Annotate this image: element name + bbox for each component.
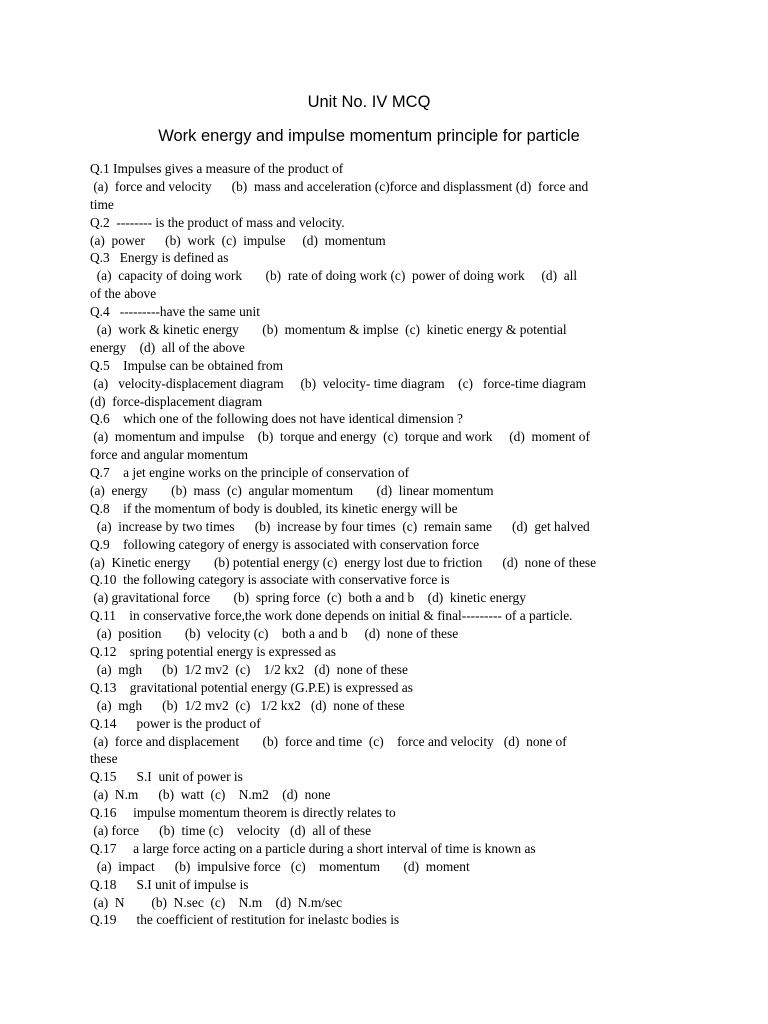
text-line: Q.16 impulse momentum theorem is directly relates to: [90, 805, 396, 821]
text-line: (a) force (b) time (c) velocity (d) all of these: [90, 822, 372, 838]
text-line: Q.9 following category of energy is associated with conservation force: [90, 536, 480, 552]
text-line: (a) work & kinetic energy (b) momentum & implse (c) kinetic energy & potential: [90, 322, 567, 338]
text-line: Q.8 if the momentum of body is doubled, its kinetic energy will be: [90, 500, 458, 516]
text-line: (a) N.m (b) watt (c) N.m2 (d) none: [90, 787, 331, 803]
text-line: (a) N (b) N.sec (c) N.m (d) N.m/sec: [90, 894, 343, 910]
text-line: Q.15 S.I unit of power is: [90, 769, 243, 785]
text-line: (d) force-displacement diagram: [90, 393, 263, 409]
text-line: Q.19 the coefficient of restitution for inelastc bodies is: [90, 912, 400, 928]
text-line: (a) velocity-displacement diagram (b) velocity- time diagram (c) force-time diagram: [90, 375, 586, 391]
text-line: (a) Kinetic energy (b) potential energy (c) energy lost due to friction (d) none of these: [90, 554, 597, 570]
text-line: Q.17 a large force acting on a particle during a short interval of time is known as: [90, 840, 536, 856]
text-line: Q.4 ---------have the same unit: [90, 304, 260, 320]
document-subtitle: Work energy and impulse momentum principle for particle: [158, 127, 580, 145]
text-line: Q.14 power is the product of: [90, 715, 261, 731]
text-line: (a) power (b) work (c) impulse (d) momentum: [90, 232, 386, 248]
text-line: Q.3 Energy is defined as: [90, 250, 229, 266]
text-line: (a) mgh (b) 1/2 mv2 (c) 1/2 kx2 (d) none of these: [90, 661, 408, 677]
text-line: Q.5 Impulse can be obtained from: [90, 357, 283, 373]
text-line: (a) force and displacement (b) force and time (c) force and velocity (d) none of: [90, 733, 567, 749]
text-line: (a) increase by two times (b) increase by four times (c) remain same (d) get halved: [90, 518, 590, 534]
text-line: Q.12 spring potential energy is expressed as: [90, 644, 336, 660]
text-line: Q.7 a jet engine works on the principle of conservation of: [90, 465, 410, 481]
text-line: (a) capacity of doing work (b) rate of doing work (c) power of doing work (d) all: [90, 268, 578, 284]
text-line: of the above: [90, 286, 157, 302]
unit-title: Unit No. IV MCQ: [307, 93, 431, 111]
text-line: (a) mgh (b) 1/2 mv2 (c) 1/2 kx2 (d) none of these: [90, 697, 405, 713]
text-line: Q.6 which one of the following does not have identical dimension ?: [90, 411, 463, 427]
question-list: [90, 160, 660, 929]
text-line: time: [90, 196, 114, 212]
text-line: (a) gravitational force (b) spring force (c) both a and b (d) kinetic energy: [90, 590, 526, 606]
text-line: energy (d) all of the above: [90, 339, 245, 355]
text-line: Q.13 gravitational potential energy (G.P.E) is expressed as: [90, 679, 413, 695]
text-line: Q.18 S.I unit of impulse is: [90, 876, 249, 892]
text-line: (a) energy (b) mass (c) angular momentum (d) linear momentum: [90, 483, 494, 499]
text-line: Q.11 in conservative force,the work done depends on initial & final--------- of a particle.: [90, 608, 573, 624]
text-line: (a) momentum and impulse (b) torque and energy (c) torque and work (d) moment of: [90, 429, 590, 445]
text-line: Q.1 Impulses gives a measure of the product of: [90, 161, 344, 176]
text-line: (a) impact (b) impulsive force (c) momentum (d) moment: [90, 858, 470, 874]
text-line: Q.2 -------- is the product of mass and velocity.: [90, 214, 345, 230]
text-line: (a) position (b) velocity (c) both a and b (d) none of these: [90, 626, 459, 642]
text-line: these: [90, 751, 118, 767]
text-line: Q.10 the following category is associate with conservative force is: [90, 572, 450, 588]
text-line: (a) force and velocity (b) mass and acceleration (c)force and displassment (d) force and: [90, 178, 589, 194]
text-line: force and angular momentum: [90, 447, 249, 463]
